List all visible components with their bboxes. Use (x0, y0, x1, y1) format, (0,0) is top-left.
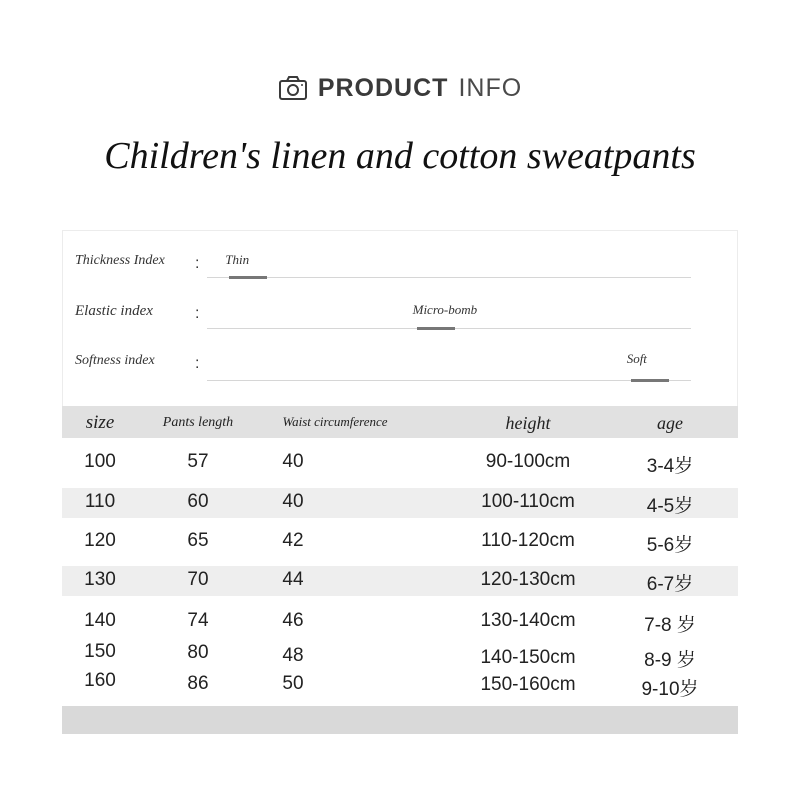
cell-height: 150-160cm (480, 674, 576, 695)
table-header (62, 406, 738, 438)
cell-length: 86 (187, 673, 209, 694)
cell-waist: 48 (282, 645, 304, 666)
cell-waist: 50 (282, 673, 304, 694)
product-title: Children's linen and cotton sweatpants (104, 135, 696, 177)
cell-length: 65 (187, 530, 209, 551)
cell-height: 90-100cm (485, 451, 571, 472)
index-value: Soft (626, 351, 647, 366)
camera-icon (278, 75, 308, 101)
cell-size: 140 (84, 610, 116, 631)
product-info-header (0, 72, 800, 104)
cell-length: 74 (187, 610, 209, 631)
index-value: Micro-bomb (412, 302, 478, 317)
cell-size: 100 (84, 451, 116, 472)
cell-age: 7-8 岁 (644, 615, 696, 636)
cell-age: 6-7岁 (646, 574, 694, 595)
header-length: Pants length (162, 415, 234, 430)
index-marker (631, 379, 669, 382)
cell-waist: 46 (282, 610, 304, 631)
header-bold-text: PRODUCT (317, 73, 449, 102)
index-panel (62, 230, 738, 406)
table-row-group (62, 596, 738, 706)
cell-age: 3-4岁 (646, 456, 694, 477)
thickness-index-row (63, 245, 739, 295)
cell-size: 120 (84, 530, 116, 551)
cell-age: 9-10岁 (641, 679, 699, 700)
cell-size: 130 (84, 569, 116, 590)
cell-age: 4-5岁 (646, 496, 694, 517)
index-colon: : (195, 255, 200, 272)
cell-size: 110 (84, 491, 116, 512)
elastic-index-row (63, 295, 739, 345)
cell-height: 110-120cm (481, 530, 575, 551)
cell-size: 150 (84, 641, 116, 662)
cell-age: 5-6岁 (646, 535, 694, 556)
cell-length: 70 (187, 569, 209, 590)
footer-bar (62, 706, 738, 734)
header-light-text: INFO (458, 73, 523, 102)
index-colon: : (195, 355, 200, 372)
cell-size: 160 (84, 670, 116, 691)
index-label: Softness index (75, 353, 155, 368)
cell-length: 57 (187, 451, 209, 472)
cell-waist: 44 (282, 569, 304, 590)
cell-age: 8-9 岁 (644, 650, 696, 671)
header-size: size (85, 412, 115, 433)
index-track (207, 380, 691, 381)
table-row (62, 566, 738, 596)
cell-length: 60 (187, 491, 209, 512)
index-value: Thin (225, 252, 250, 267)
index-marker (229, 276, 267, 279)
table-row (62, 438, 738, 488)
cell-waist: 40 (282, 451, 304, 472)
index-label: Thickness Index (75, 253, 165, 268)
index-label: Elastic index (75, 303, 153, 319)
cell-height: 130-140cm (480, 610, 576, 631)
table-row (62, 488, 738, 518)
index-marker (417, 327, 455, 330)
cell-length: 80 (187, 642, 209, 663)
index-track (207, 277, 691, 278)
table-row (62, 518, 738, 566)
softness-index-row (63, 345, 739, 395)
index-colon: : (195, 305, 200, 322)
cell-height: 120-130cm (480, 569, 576, 590)
cell-height: 140-150cm (480, 647, 576, 668)
header-age: age (657, 413, 683, 433)
cell-waist: 42 (282, 530, 304, 551)
cell-height: 100-110cm (481, 491, 575, 512)
header-height: height (505, 413, 551, 433)
header-waist: Waist circumference (282, 414, 388, 429)
cell-waist: 40 (282, 491, 304, 512)
